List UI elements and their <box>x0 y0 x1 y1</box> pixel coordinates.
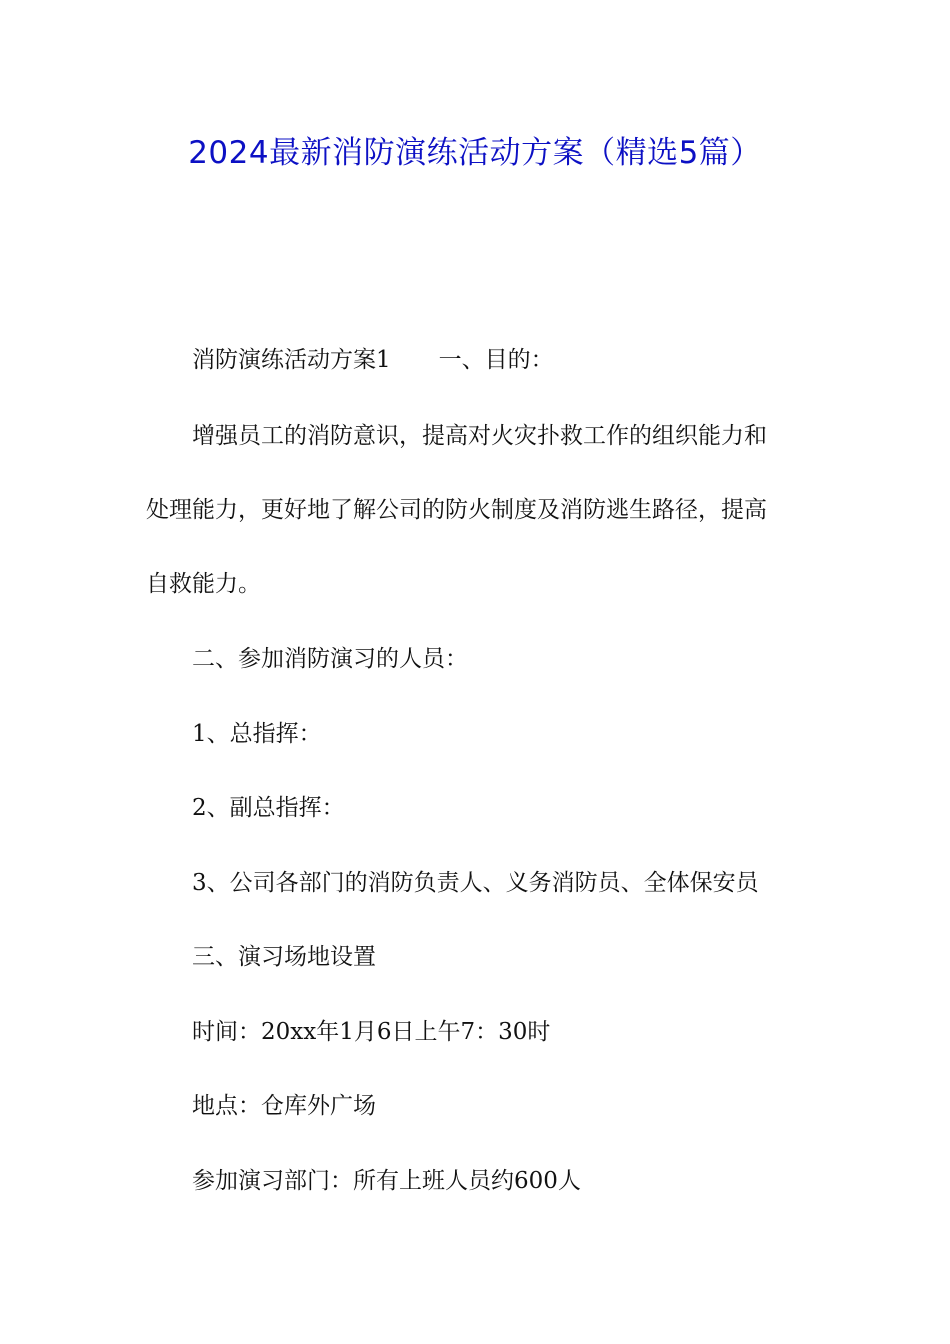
paragraph-line-3: 自救能力。 <box>146 571 261 597</box>
venue-heading: 三、演习场地设置 <box>192 944 376 970</box>
list-item-commander: 1、总指挥： <box>192 721 322 747</box>
paragraph-line-1: 增强员工的消防意识，提高对火灾扑救工作的组织能力和 <box>192 423 767 449</box>
participants-heading: 二、参加消防演习的人员： <box>192 646 468 672</box>
document-title: 2024最新消防演练活动方案（精选5篇） <box>188 135 762 171</box>
time-line: 时间：20xx年1月6日上午7：30时 <box>192 1019 551 1045</box>
list-item-deputy-commander: 2、副总指挥： <box>192 795 345 821</box>
participating-departments-line: 参加演习部门：所有上班人员约600人 <box>192 1168 581 1194</box>
list-item-departments: 3、公司各部门的消防负责人、义务消防员、全体保安员 <box>192 870 759 896</box>
section-heading: 消防演练活动方案1 <box>192 347 391 373</box>
section-heading-line <box>192 342 554 378</box>
location-line: 地点：仓库外广场 <box>192 1093 376 1119</box>
purpose-heading: 一、目的： <box>438 347 554 373</box>
paragraph-line-2: 处理能力，更好地了解公司的防火制度及消防逃生路径，提高 <box>146 497 767 523</box>
